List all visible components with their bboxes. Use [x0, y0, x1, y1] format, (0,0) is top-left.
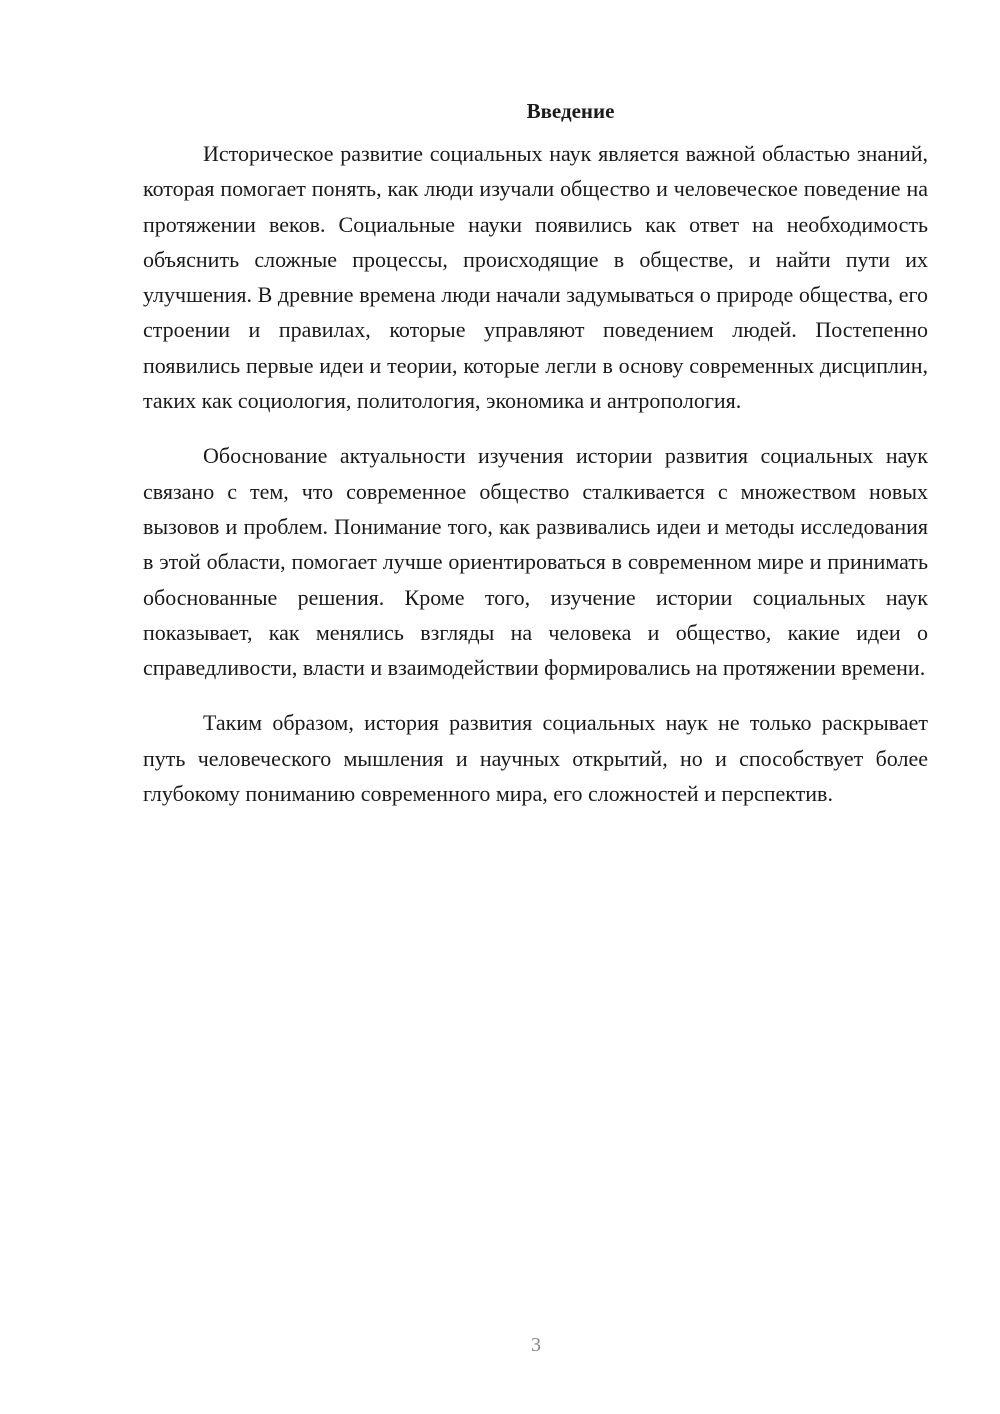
paragraph-3: Таким образом, история развития социальных наук не только раскрывает путь человеческого мышления и научных открытий, но и способствует более глубокому пониманию современного мира, его сложностей и перспектив.: [143, 710, 928, 807]
page-content: [143, 96, 928, 831]
paragraph-2: Обоснование актуальности изучения истории развития социальных наук связано с тем, что современное общество сталкивается с множеством новых вызовов и проблем. Понимание того, как развивались идеи и методы исследования в этой области, помогает лучше ориентироваться в современном мире и принимать обоснованные решения. Кроме того, изучение истории социальных наук показывает, как менялись взгляды на человека и общество, какие идеи о справедливости, власти и взаимодействии формировались на протяжении времени.: [143, 443, 928, 681]
paragraph-1: Историческое развитие социальных наук является важной областью знаний, которая помогает понять, как люди изучали общество и человеческое поведение на протяжении веков. Социальные науки появились как ответ на необходимость объяснить сложные процессы, происходящие в обществе, и найти пути их улучшения. В древние времена люди начали задумываться о природе общества, его строении и правилах, которые управляют поведением людей. Постепенно появились первые идеи и теории, которые легли в основу современных дисциплин, таких как социология, политология, экономика и антропология.: [143, 141, 928, 414]
page-number: 3: [531, 1334, 541, 1356]
section-heading: Введение: [526, 99, 615, 123]
